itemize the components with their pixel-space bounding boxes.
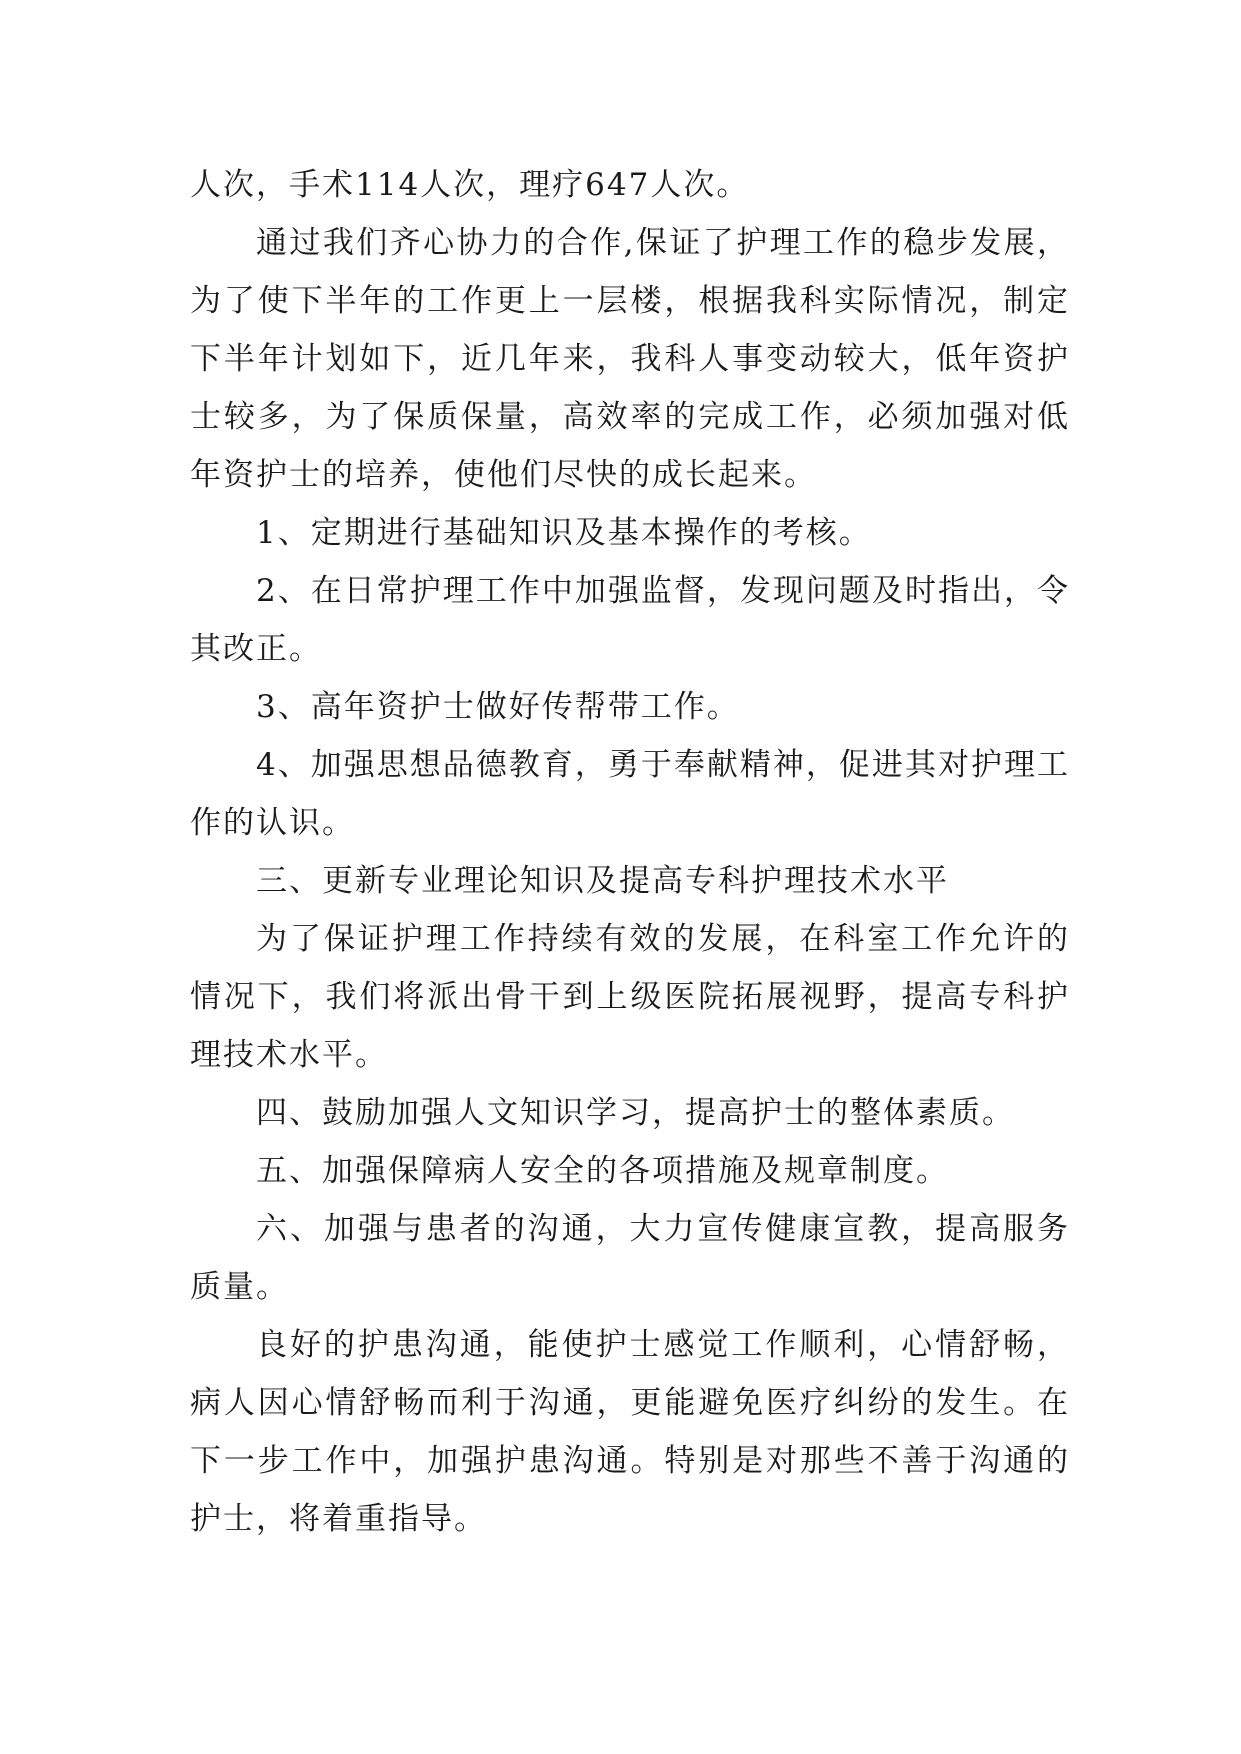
document-body bbox=[190, 156, 1070, 1548]
paragraph-8: 为了保证护理工作持续有效的发展，在科室工作允许的情况下，我们将派出骨干到上级医院拓展视野，提高专科护理技术水平。 bbox=[190, 921, 1070, 1073]
paragraph-3: 1、定期进行基础知识及基本操作的考核。 bbox=[256, 515, 872, 551]
paragraph-1: 人次，手术114人次，理疗647人次。 bbox=[190, 167, 750, 203]
paragraph-5: 3、高年资护士做好传帮带工作。 bbox=[256, 689, 740, 725]
paragraph-2: 通过我们齐心协力的合作,保证了护理工作的稳步发展，为了使下半年的工作更上一层楼，根据我科实际情况，制定下半年计划如下，近几年来，我科人事变动较大，低年资护士较多，为了保质保量，高效率的完成工作，必须加强对低年资护士的培养，使他们尽快的成长起来。 bbox=[190, 225, 1070, 493]
section-heading-3: 三、更新专业理论知识及提高专科护理技术水平 bbox=[256, 863, 949, 899]
paragraph-12: 良好的护患沟通，能使护士感觉工作顺利，心情舒畅，病人因心情舒畅而利于沟通，更能避免医疗纠纷的发生。在下一步工作中，加强护患沟通。特别是对那些不善于沟通的护士，将着重指导。 bbox=[190, 1327, 1070, 1537]
section-heading-6: 六、加强与患者的沟通，大力宣传健康宣教，提高服务质量。 bbox=[190, 1211, 1070, 1305]
paragraph-4: 2、在日常护理工作中加强监督，发现问题及时指出，令其改正。 bbox=[190, 573, 1070, 667]
section-heading-5: 五、加强保障病人安全的各项措施及规章制度。 bbox=[256, 1153, 949, 1189]
paragraph-6: 4、加强思想品德教育，勇于奉献精神，促进其对护理工作的认识。 bbox=[190, 747, 1070, 841]
section-heading-4: 四、鼓励加强人文知识学习，提高护士的整体素质。 bbox=[256, 1095, 1015, 1131]
